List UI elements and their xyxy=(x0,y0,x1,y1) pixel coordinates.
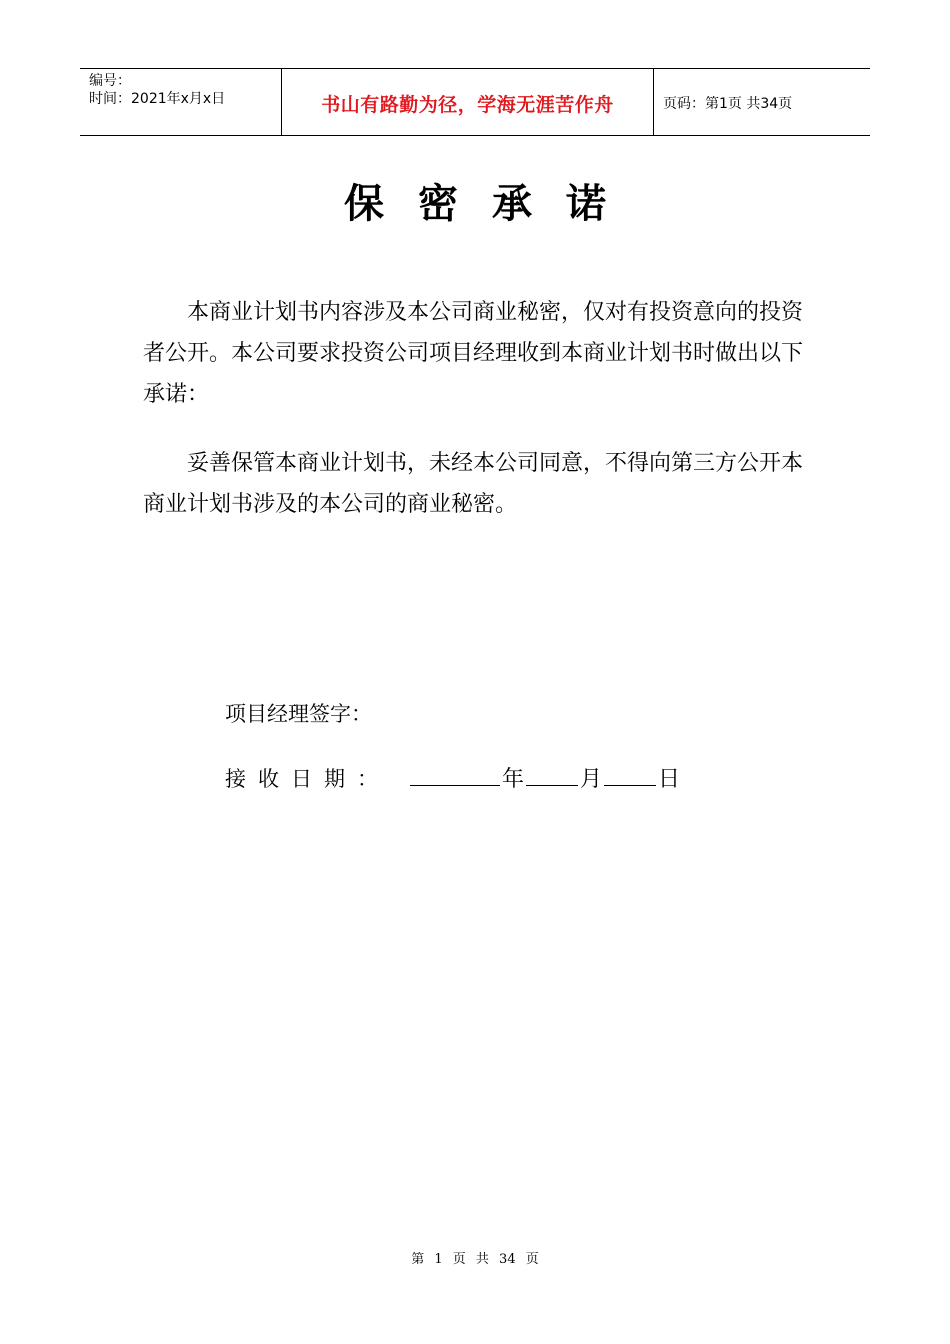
receive-date-line xyxy=(225,762,682,793)
document-header xyxy=(80,68,870,136)
month-unit: 月 xyxy=(580,767,603,792)
paragraph-commitment: 妥善保管本商业计划书，未经本公司同意，不得向第三方公开本商业计划书涉及的本公司的商业秘密。 xyxy=(143,451,804,517)
page-footer: 第 1 页 共 34 页 xyxy=(411,1252,539,1267)
header-meta-cell xyxy=(80,69,281,135)
header-motto-cell xyxy=(281,69,654,135)
month-blank xyxy=(526,765,578,786)
year-unit: 年 xyxy=(502,767,525,792)
day-blank xyxy=(604,765,656,786)
paragraph-intro: 本商业计划书内容涉及本公司商业秘密，仅对有投资意向的投资者公开。本公司要求投资公司项目经理收到本商业计划书时做出以下承诺： xyxy=(143,300,804,407)
signature-line xyxy=(225,698,372,728)
page-label: 页码：第1页 共34页 xyxy=(663,96,793,112)
day-unit: 日 xyxy=(658,767,681,792)
signature-label: 项目经理签字： xyxy=(225,702,372,726)
receive-date-label: 接收日期： xyxy=(225,767,390,791)
time-label: 时间：2021年x月x日 xyxy=(89,91,226,107)
page-title: 保密承诺 xyxy=(344,180,640,227)
year-blank xyxy=(410,765,500,786)
header-page-cell xyxy=(654,69,870,135)
motto-text: 书山有路勤为径，学海无涯苦作舟 xyxy=(321,93,614,116)
number-label: 编号： xyxy=(89,73,131,89)
